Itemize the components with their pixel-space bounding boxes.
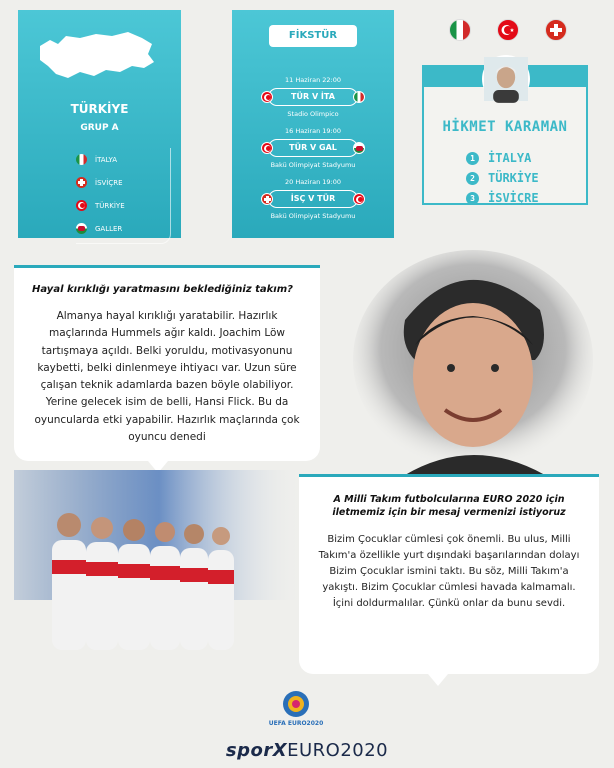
- switzerland-flag-icon: [545, 19, 567, 41]
- turkey-map-icon: [36, 28, 156, 88]
- euro2020-logo-icon: [268, 688, 324, 728]
- turkey-flag-icon: [353, 193, 365, 205]
- rank-badge: 2: [466, 172, 479, 185]
- question-2: A Milli Takım futbolcularına EURO 2020 için iletmemiz için bir mesaj vermenizi istiyoruz: [332, 494, 566, 518]
- wales-flag-icon: [76, 223, 87, 234]
- group-name: GRUP A: [80, 123, 119, 133]
- prediction-team: İTALYA: [488, 151, 532, 165]
- turkey-flag-icon: [76, 200, 87, 211]
- list-item: [76, 217, 170, 240]
- list-item: [76, 171, 170, 194]
- fixture-title: FİKSTÜR: [269, 25, 357, 47]
- match-date: 11 Haziran 22:00: [285, 76, 341, 84]
- match-venue: Bakü Olimpiyat Stadyumu: [270, 212, 356, 220]
- group-team-list: [76, 148, 171, 244]
- national-team-photo: [14, 470, 304, 670]
- turkey-flag-icon: [261, 91, 273, 103]
- turkey-flag-icon: [497, 19, 519, 41]
- list-item: [76, 194, 170, 217]
- brand-x-icon: X: [272, 740, 288, 761]
- coach-predictions-box: [422, 65, 588, 205]
- team-name: İTALYA: [95, 155, 118, 164]
- prediction-team: İSVİÇRE: [488, 191, 539, 205]
- list-item: [76, 148, 170, 171]
- match-date: 16 Haziran 19:00: [285, 127, 341, 135]
- match-pill: [268, 88, 358, 106]
- bubble-tail: [423, 668, 453, 686]
- team-name: İSVİÇRE: [95, 178, 123, 187]
- match-label: İSÇ V TÜR: [290, 194, 336, 203]
- interview-bubble-2: [299, 474, 599, 674]
- match-label: TÜR V GAL: [289, 143, 337, 152]
- prediction-item: [466, 171, 539, 185]
- italy-flag-icon: [76, 154, 87, 165]
- match-label: TÜR V İTA: [291, 92, 335, 101]
- group-country-title: TÜRKİYE: [70, 102, 129, 116]
- prediction-team: TÜRKİYE: [488, 171, 539, 185]
- wales-flag-icon: [353, 142, 365, 154]
- coach-avatar: [482, 55, 530, 103]
- fixture-card: [232, 10, 394, 238]
- brand-spor: spor: [225, 740, 273, 761]
- interview-bubble-1: [14, 265, 320, 461]
- rank-badge: 1: [466, 152, 479, 165]
- team-name: TÜRKİYE: [95, 201, 125, 210]
- prediction-item: [466, 191, 539, 205]
- match-date: 20 Haziran 19:00: [285, 178, 341, 186]
- prediction-item: [466, 151, 531, 165]
- rank-badge: 3: [466, 192, 479, 205]
- match-pill: [268, 139, 358, 157]
- brand-euro: EURO2020: [287, 740, 389, 761]
- switzerland-flag-icon: [261, 193, 273, 205]
- team-name: GALLER: [95, 224, 123, 233]
- switzerland-flag-icon: [76, 177, 87, 188]
- match-venue: Bakü Olimpiyat Stadyumu: [270, 161, 356, 169]
- match-venue: Stadio Olimpico: [287, 110, 339, 118]
- italy-flag-icon: [449, 19, 471, 41]
- italy-flag-icon: [353, 91, 365, 103]
- footer-brand: [0, 740, 614, 761]
- match-pill: [268, 190, 358, 208]
- joachim-low-photo: [345, 250, 595, 475]
- answer-1: Almanya hayal kırıklığı yaratabilir. Hazırlık maçlarında Hummels ağır kaldı. Joachim Löw tartışmaya açıldı. Belki yoruldu, motivasyonunu kaybetti, belki dinlenmeye ihtiyacı var. Uzun süre çalışan teknik adamlarda bazen böyle olabiliyor. Yerine gelecek isim de belli, Hansi Flick. Bu da oyuncularda etki yapabilir. Hazırlık maçlarında çok oyuncu denedi: [34, 310, 300, 444]
- answer-2: Bizim Çocuklar cümlesi çok önemli. Bu ulus, Milli Takım'a özellikle yurt dışındaki başarılarından dolayı Bizim Çocuklar ismini taktı. Bu söz, Milli Takım'a yakıştı. Bizim Çocuklar cümlesi havada kalmamalı. İçini doldurmalılar. Çünkü onlar da bunu sevdi.: [318, 534, 580, 609]
- question-1: Hayal kırıklığı yaratmasını beklediğiniz takım?: [32, 284, 293, 295]
- turkey-flag-icon: [261, 142, 273, 154]
- logo-caption: UEFA EURO2020: [268, 720, 324, 727]
- coach-name: HİKMET KARAMAN: [442, 119, 568, 135]
- group-card: [18, 10, 181, 238]
